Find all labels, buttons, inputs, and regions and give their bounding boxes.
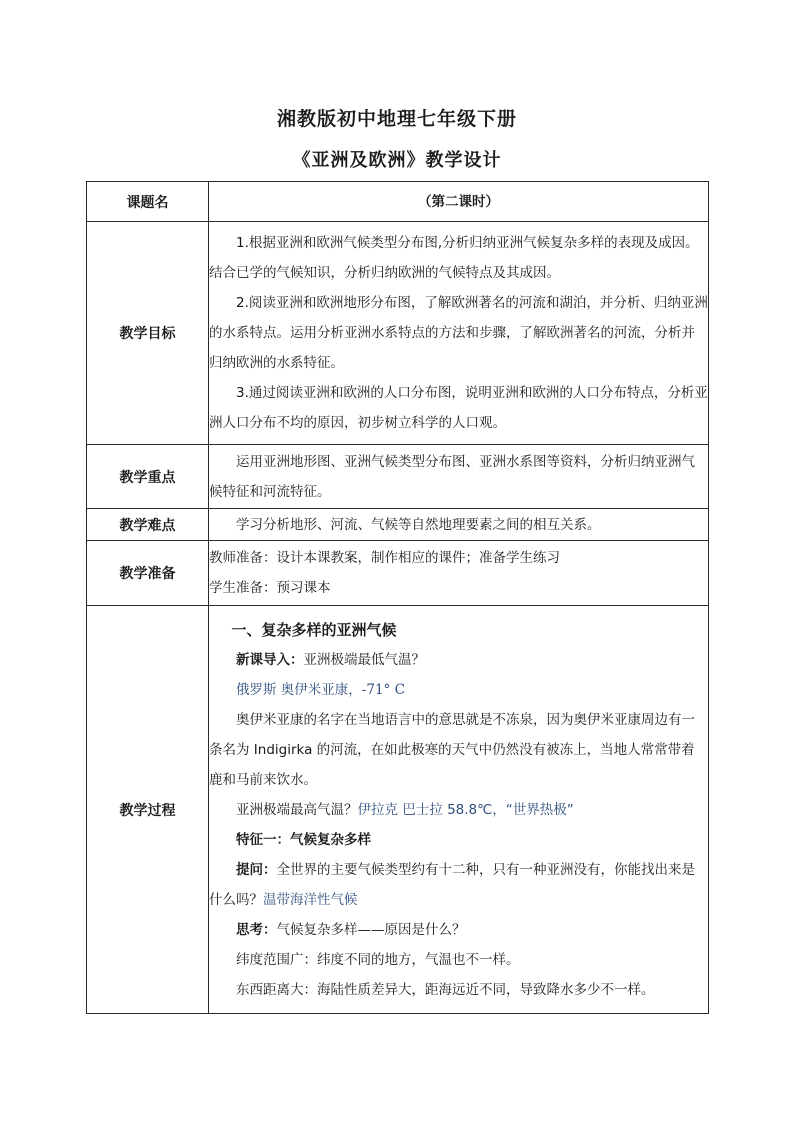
table-row <box>87 509 709 541</box>
intro-line <box>209 645 708 675</box>
highest-temp-answer: 伊拉克 巴士拉 58.8℃，“世界热极” <box>357 801 574 818</box>
section-heading: 一、复杂多样的亚洲气候 <box>231 620 397 639</box>
process-cell <box>209 606 709 1014</box>
document-title: 湘教版初中地理七年级下册 <box>276 108 517 130</box>
intro-label: 新课导入： <box>236 651 304 668</box>
intro-question: 亚洲极端最低气温？ <box>303 651 425 668</box>
preparation-cell <box>209 541 709 606</box>
row-label-objectives: 教学目标 <box>87 222 209 445</box>
difficulties-cell <box>209 509 709 541</box>
key-points-text: 运用亚洲地形图、亚洲气候类型分布图、亚洲水系图等资料，分析归纳亚洲气候特征和河流特征。 <box>209 453 695 500</box>
table-row <box>87 182 709 222</box>
table-row <box>87 222 709 445</box>
row-label-difficulties: 教学难点 <box>87 509 209 541</box>
objective-item: 1.根据亚洲和欧洲气候类型分布图,分析归纳亚洲气候复杂多样的表现及成因。结合已学的气候知识，分析归纳欧洲的气候特点及其成因。 <box>209 235 699 281</box>
highest-temp-line <box>209 795 708 825</box>
teacher-preparation: 教师准备：设计本课教案，制作相应的课件；准备学生练习 <box>209 550 560 566</box>
topic-value: （第二课时） <box>209 182 709 222</box>
oymyakon-paragraph: 奥伊米亚康的名字在当地语言中的意思就是不冻泉，因为奥伊米亚康周边有一条名为 Indigirka 的河流，在如此极寒的天气中仍然没有被冻上，当地人常常带着鹿和马前来饮水。 <box>209 711 695 788</box>
think-label: 思考： <box>236 921 277 938</box>
key-points-cell <box>209 445 709 509</box>
document-subtitle: 《亚洲及欧洲》教学设计 <box>292 150 502 171</box>
question-line <box>209 855 708 915</box>
lowest-temp-answer: 俄罗斯 奥伊米亚康，-71° C <box>236 681 405 698</box>
row-label-process: 教学过程 <box>87 606 209 1014</box>
objectives-cell <box>209 222 709 445</box>
objective-item: 2.阅读亚洲和欧洲地形分布图，了解欧洲著名的河流和湖泊，并分析、归纳亚洲的水系特点。运用分析亚洲水系特点的方法和步骤，了解欧洲著名的河流，分析并归纳欧洲的水系特征。 <box>209 295 708 371</box>
row-label-preparation: 教学准备 <box>87 541 209 606</box>
table-row <box>87 445 709 509</box>
think-line <box>209 915 708 945</box>
table-row <box>87 606 709 1014</box>
question-answer: 温带海洋性气候 <box>263 891 358 908</box>
difficulties-text: 学习分析地形、河流、气候等自然地理要素之间的相互关系。 <box>236 516 601 533</box>
row-label-topic: 课题名 <box>87 182 209 222</box>
lesson-plan-table <box>86 181 709 1014</box>
table-row <box>87 541 709 606</box>
question-label: 提问： <box>236 861 277 878</box>
objective-item: 3.通过阅读亚洲和欧洲的人口分布图，说明亚洲和欧洲的人口分布特点，分析亚洲人口分布不均的原因，初步树立科学的人口观。 <box>209 385 708 431</box>
reason-distance: 东西距离大：海陆性质差异大，距海远近不同，导致降水多少不一样。 <box>236 981 655 998</box>
question-text: 全世界的主要气候类型约有十二种，只有一种亚洲没有，你能找出来是什么吗？ <box>209 861 695 908</box>
highest-temp-question: 亚洲极端最高气温？ <box>236 801 358 818</box>
reason-latitude: 纬度范围广：纬度不同的地方，气温也不一样。 <box>236 951 520 968</box>
feature-heading: 特征一：气候复杂多样 <box>236 831 371 848</box>
think-text: 气候复杂多样——原因是什么？ <box>276 921 466 938</box>
row-label-key-points: 教学重点 <box>87 445 209 509</box>
student-preparation: 学生准备：预习课本 <box>209 580 331 596</box>
